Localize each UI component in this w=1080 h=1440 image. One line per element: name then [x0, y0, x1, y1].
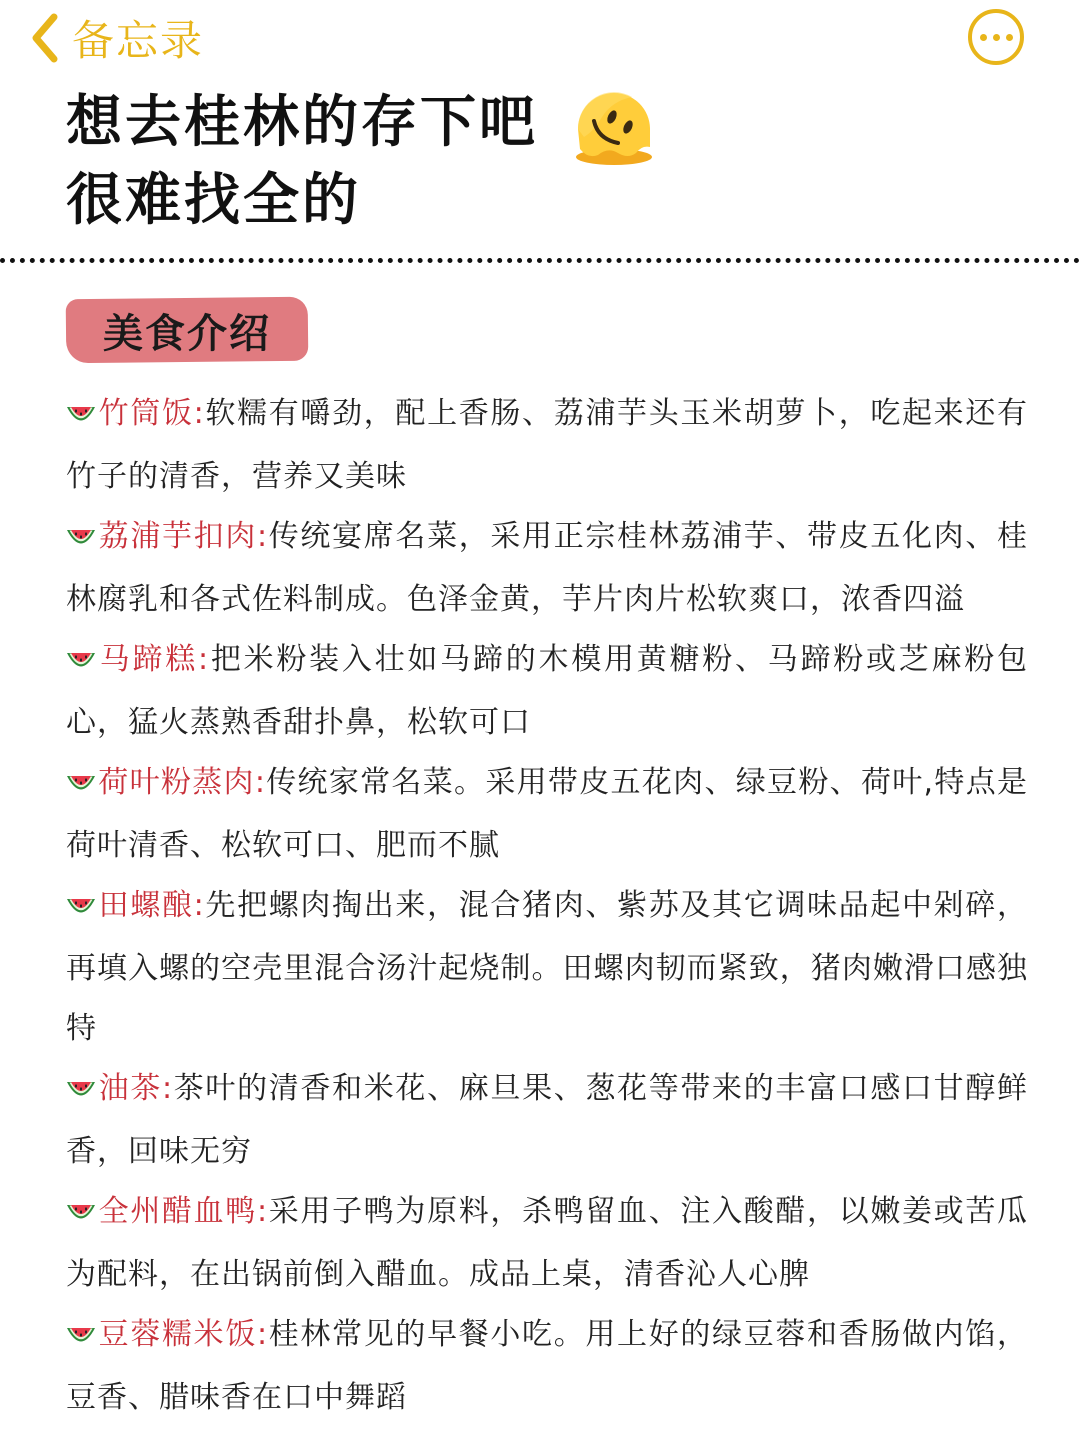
list-item [66, 1305, 1028, 1428]
food-description: 先把螺肉掏出来，混合猪肉、紫苏及其它调味品起中剁碎，再填入螺的空壳里混合汤汁起烧制。田螺肉韧而紧致，猪肉嫩滑口感独特 [66, 888, 1029, 1046]
name-colon: : [256, 519, 269, 554]
list-item [66, 1182, 1028, 1305]
food-description: 把米粉装入壮如马蹄的木模用黄糖粉、马蹄粉或芝麻粉包心，猛火蒸熟香甜扑鼻，松软可口 [66, 642, 1029, 740]
food-description: 传统家常名菜。采用带皮五花肉、绿豆粉、荷叶,特点是荷叶清香、松软可口、肥而不腻 [66, 765, 1028, 863]
name-colon: : [193, 396, 205, 431]
title-text-2: 很难找全的 [66, 168, 361, 233]
watermelon-icon [66, 633, 96, 693]
name-colon: : [254, 765, 266, 800]
nav-bar [0, 0, 1080, 80]
name-colon: : [162, 1071, 174, 1106]
title-line-1 [66, 84, 658, 162]
dotted-divider [0, 258, 1080, 263]
title-text-1: 想去桂林的存下吧 [66, 90, 538, 155]
list-item [66, 384, 1028, 507]
name-colon: : [256, 1194, 269, 1229]
list-item [66, 1059, 1028, 1182]
food-name: 荷叶粉蒸肉 [98, 765, 255, 800]
watermelon-icon [66, 1308, 96, 1368]
food-name: 油茶 [98, 1071, 162, 1106]
name-colon: : [193, 888, 205, 923]
list-item [66, 507, 1028, 630]
food-name: 豆蓉糯米饭 [98, 1317, 257, 1352]
food-name: 荔浦芋扣肉 [98, 519, 257, 554]
food-list [66, 384, 1028, 1428]
watermelon-icon [66, 510, 96, 570]
more-button[interactable] [968, 9, 1024, 65]
food-description: 传统宴席名菜，采用正宗桂林荔浦芋、带皮五化肉、桂林腐乳和各式佐料制成。色泽金黄，芋片肉片松软爽口，浓香四溢 [66, 519, 1029, 617]
list-item [66, 753, 1028, 876]
more-dot [993, 34, 1000, 41]
more-dot [1006, 34, 1013, 41]
food-description: 桂林常见的早餐小吃。用上好的绿豆蓉和香肠做内馅，豆香、腊味香在口中舞蹈 [66, 1317, 1029, 1415]
name-colon: : [198, 642, 210, 677]
melting-face-icon [572, 87, 658, 167]
section-tag [66, 297, 309, 364]
watermelon-icon [66, 756, 96, 816]
food-name: 马蹄糕 [98, 642, 199, 677]
watermelon-icon [66, 1062, 96, 1122]
list-item [66, 630, 1028, 753]
more-dot [980, 34, 987, 41]
food-name: 田螺酿 [98, 888, 194, 923]
food-description: 茶叶的清香和米花、麻旦果、葱花等带来的丰富口感口甘醇鲜香，回味无穷 [66, 1071, 1029, 1169]
note-title [66, 84, 658, 240]
back-label: 备忘录 [72, 16, 205, 65]
list-item [66, 876, 1028, 1059]
title-line-2 [66, 162, 658, 240]
food-description: 软糯有嚼劲，配上香肠、荔浦芋头玉米胡萝卜，吃起来还有竹子的清香，营养又美味 [66, 396, 1029, 494]
name-colon: : [256, 1317, 269, 1352]
chevron-left-icon [28, 11, 62, 65]
back-button[interactable] [28, 8, 204, 68]
food-name: 竹筒饭 [98, 396, 194, 431]
food-description: 采用子鸭为原料，杀鸭留血、注入酸醋，以嫩姜或苦瓜为配料，在出锅前倒入醋血。成品上桌，清香沁人心脾 [66, 1194, 1029, 1292]
food-name: 全州醋血鸭 [98, 1194, 257, 1229]
watermelon-icon [66, 879, 96, 939]
section-tag-label: 美食介绍 [103, 310, 271, 357]
watermelon-icon [66, 1185, 96, 1245]
watermelon-icon [66, 387, 96, 447]
